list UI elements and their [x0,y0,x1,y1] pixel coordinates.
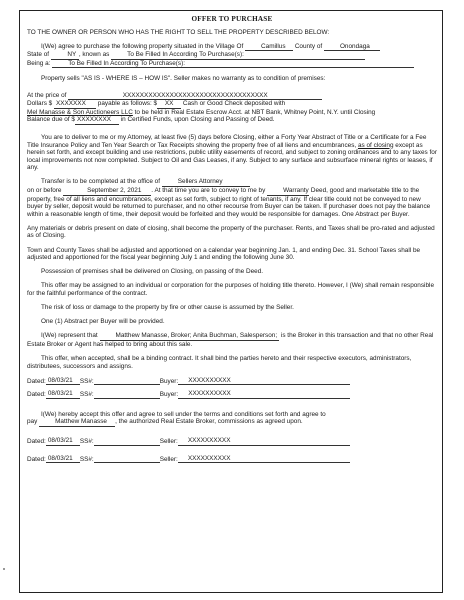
price-field[interactable]: XXXXXXXXXXXXXXXXXXXXXXXXXXXXXXXXXX [68,92,322,101]
abstract-paragraph: One (1) Abstract per Buyer will be provided. [41,318,165,326]
buyer-signatures [27,377,437,399]
dollars-label: Dollars $ [27,100,53,108]
seller-date-field[interactable]: 08/03/21 [46,437,80,446]
price-label: At the price of [27,91,67,99]
broker-intro: I(We) represent that [41,332,98,340]
broker-field[interactable]: Matthew Manasse, Broker; Anita Buchman, Salesperson; [100,332,280,341]
buyer-ss-field[interactable] [94,384,160,385]
title-text-b: except as herein set forth, and except building and use restrictions, public utility easements of record, and subject to zoning ordinances and to any taxes for local improvements not now completed. Subject to Oil and Gas Leases, if any. Subject to any surface and subsurface mineral rights or leases, if any. [27,141,437,172]
office-field[interactable]: Sellers Attorney [162,178,250,187]
seller-signature-line [27,455,437,464]
transfer-text: Deed, good and marketable title to the property, free of all liens and encumbrances, except as set forth, subject to right of tenants, if any. If clear title could not be conveyed to new buyer by seller, deposit would be returned to purchaser, and no other recourse from Buyer can be taken. If purchaser does not pay the balance within a reasonable length of time, their deposit would be forfeited and they would be responsible for damages. One Abstract per Buyer. [27,187,431,218]
seller-ss-field[interactable] [94,462,160,463]
debris-paragraph: Any materials or debris present on date of closing, shall become the property of the purchaser. Rents, and Taxes shall be pro-rated and adjusted as of Closing. [27,224,435,240]
risk-paragraph: The risk of loss or damage to the property by fire or other cause is assumed by the Seller. [41,304,294,312]
seller-name-field[interactable]: XXXXXXXXXX [178,437,350,446]
deposit-text: Cash or Good Check deposited with [182,100,286,108]
seller-date-field[interactable]: 08/03/21 [46,455,80,464]
deposit-field[interactable]: XX [157,100,181,109]
dated-label: Dated: [27,377,46,385]
seller-label: Seller: [159,437,178,445]
property-intro: I(We) agree to purchase the following property situated in the Village Of [41,42,244,50]
property-paragraph [27,43,437,69]
document-title: OFFER TO PURCHASE [191,15,273,23]
ss-label: SS#: [79,377,94,385]
binding-paragraph: This offer, when accepted, shall be a binding contract. It shall bind the parties hereto and their respective executors, administrators, distributees, successors and assigns. [27,354,412,370]
ss-label: SS#: [79,437,94,445]
payable-label: payable as follows: $ [97,100,158,108]
payee-field[interactable]: Matthew Manasse [39,418,115,427]
village-field[interactable]: Camillus [245,43,293,52]
buyer-date-field[interactable]: 08/03/21 [46,390,80,399]
county-field[interactable]: Onondaga [324,43,380,52]
possession-paragraph: Possession of premises shall be delivered on Closing, on passing of the Deed. [41,268,264,276]
broker-text: is the Broker in this transaction and that no other Real Estate Broker or Agent has helped to bring about this sale. [27,332,434,348]
buyer-label: Buyer: [159,391,179,399]
buyer-signature-line [27,377,437,386]
price-paragraph [27,92,437,125]
buyer-name-field[interactable]: XXXXXXXXXX [178,377,350,386]
broker-paragraph [27,332,437,348]
transfer-label: Transfer is to be completed at the office of [41,178,161,186]
title-paragraph [27,134,437,172]
dated-label: Dated: [27,437,46,445]
known-as-label: , known as [78,51,110,59]
buyer-ss-field[interactable] [94,398,160,399]
seller-signature-line [27,437,437,446]
title-text-a: You are to deliver to me or my Attorney, at least five (5) days before Closing, either a Forty Year Abstract of Title or a Certificate for a Fee Title Insurance Policy and Ten Year Search or Tax Receipts showing the property free of all liens and encumbrances, [27,133,427,149]
ss-label: SS#: [79,455,94,463]
seller-name-field[interactable]: XXXXXXXXXX [178,455,350,464]
on-before-label: on or before [27,187,62,194]
transfer-paragraph [27,178,437,218]
being-a-label: Being a: [27,59,51,67]
balance-label: Balance due of $ [27,116,75,124]
scan-speck [3,568,5,570]
being-a-field[interactable]: To Be Filled In According To Purchase(s): [52,60,414,69]
buyer-date-field[interactable]: 08/03/21 [46,377,80,386]
closing-date-field[interactable]: September 2, 2021 [63,187,151,196]
assignment-paragraph: This offer may be assigned to an individual or corporation for the purposes of holding title thereto. However, I (We) shall remain responsible for the faithful performance of the contract. [27,282,434,297]
seller-label: Seller: [159,455,178,463]
seller-signatures [27,437,437,463]
dated-label: Dated: [27,391,46,399]
addressee-line: TO THE OWNER OR PERSON WHO HAS THE RIGHT TO SELL THE PROPERTY DESCRIBED BELOW: [27,28,330,36]
as-of-closing: as of closing [357,141,394,149]
acceptance-paragraph [27,411,437,427]
county-label: County of [294,42,323,50]
offer-document [19,10,443,593]
state-field[interactable]: NY [51,51,79,60]
seller-ss-field[interactable] [94,445,160,446]
balance-text: in Certified Funds, upon Closing and Passing of Deed. [120,116,275,124]
dollars-field[interactable]: XXXXXXX [54,100,96,109]
dated-label: Dated: [27,455,46,463]
state-label: State of [27,51,50,59]
buyer-label: Buyer: [159,377,179,385]
pay-label: pay [27,418,38,426]
ss-label: SS#: [79,391,94,399]
escrow-agent: Mel Manasse & Son Auctioneers LLC [27,108,133,116]
escrow-text: to be held in Real Estate Escrow Acct. at NBT Bank, Whitney Point, N.Y. until Closing [134,108,376,116]
deed-type-field[interactable]: Warranty [267,187,309,196]
commission-text: , the authorized Real Estate Broker, commissions as agreed upon. [115,418,303,426]
acceptance-text: I(We) hereby accept this offer and agree to sell under the terms and conditions set forth and agree to [41,410,326,418]
buyer-signature-line [27,390,437,399]
buyer-name-field[interactable]: XXXXXXXXXX [178,390,350,399]
balance-field[interactable]: XXXXXXXX [75,116,119,125]
taxes-paragraph: Town and County Taxes shall be adjusted and apportioned on a calendar year beginning Jan. 1, and ending Dec. 31. School Taxes shall be adjusted and apportioned for the fiscal year beginning July 1 and ending the following June 30. [27,246,421,262]
as-is-statement: Property sells "AS IS - WHERE IS – HOW IS". Seller makes no warranty as to condition of premises: [41,74,326,82]
known-as-field[interactable]: To Be Filled In According To Purchase(s): [111,51,365,60]
convey-label: . At that time you are to convey to me by [151,187,266,194]
